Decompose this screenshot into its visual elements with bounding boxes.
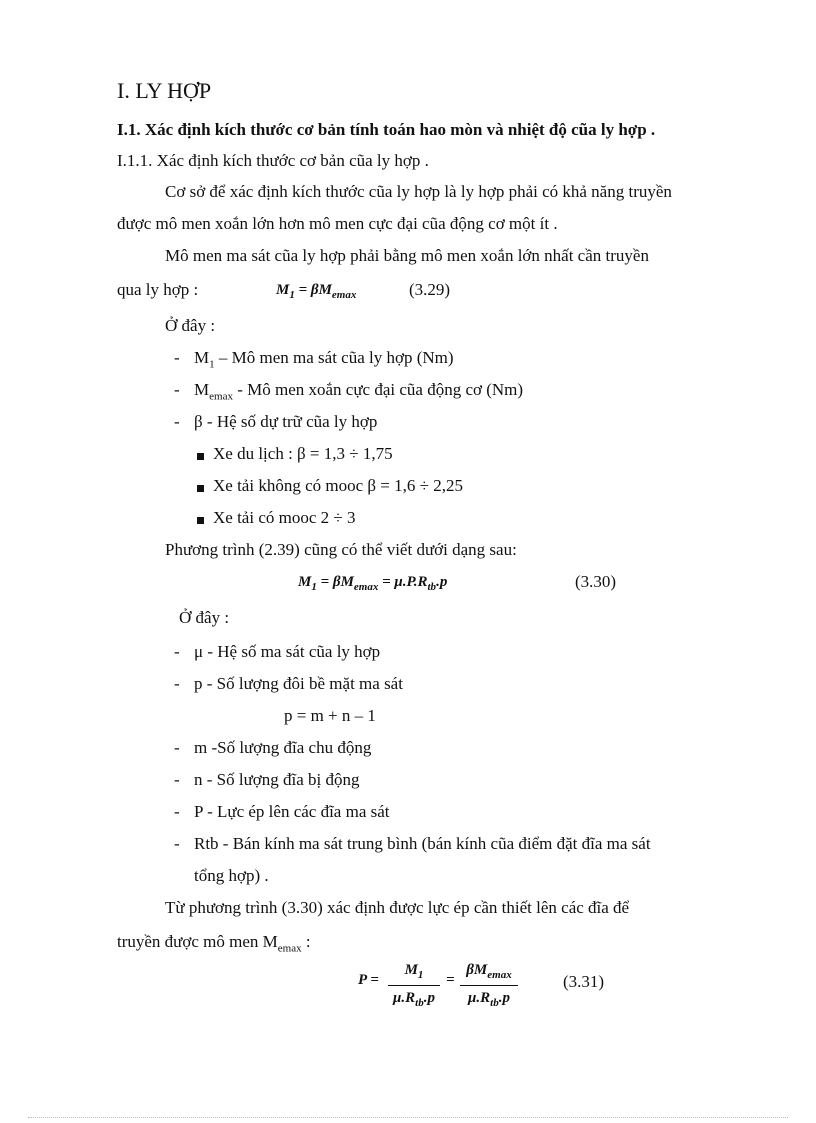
list-dash: - (174, 674, 180, 693)
section-heading: I.1. Xác định kích thước cơ bản tính toán hao mòn và nhiệt độ cũa ly hợp . (117, 120, 656, 139)
list-item-p-force: P - Lực ép lên các đĩa ma sát (194, 802, 390, 821)
square-bullet (197, 480, 204, 496)
list-item-m-drive: m -Số lượng đĩa chu động (194, 738, 372, 757)
sublist-item-truck-no-trailer: Xe tải không có mooc β = 1,6 ÷ 2,25 (213, 476, 463, 495)
where-label-2: Ở đây : (179, 608, 230, 627)
para1-line2: được mô men xoắn lớn hơn mô men cực đại cũa động cơ một ít . (117, 214, 558, 233)
square-bullet (197, 448, 204, 464)
para2-line1: Mô men ma sát cũa ly hợp phải bằng mô men xoắn lớn nhất cần truyền (165, 246, 649, 265)
para4-line2: truyền được mô men $M_{emax}$ : (117, 932, 311, 955)
list-item-memax: $M_{emax}$ - Mô men xoắn cực đại cũa động cơ (Nm) (194, 380, 524, 403)
sublist-item-passenger: Xe du lịch : β = 1,3 ÷ 1,75 (213, 444, 393, 463)
list-dash: - (174, 380, 180, 399)
list-dash: - (174, 802, 180, 821)
para1-line1: Cơ sở để xác định kích thước cũa ly hợp là ly hợp phải có khả năng truyền (165, 182, 672, 201)
equation-number-3-30: (3.30) (575, 572, 617, 591)
formula-p: p = m + n – 1 (284, 706, 376, 725)
para4-line1: Từ phương trình (3.30) xác định được lực ép cần thiết lên các đĩa để (165, 898, 630, 917)
equation-number-3-29: (3.29) (409, 280, 451, 299)
list-dash: - (174, 348, 180, 367)
list-item-p-pairs: p - Số lượng đôi bề mặt ma sát (194, 674, 403, 693)
list-item-beta: β - Hệ số dự trữ cũa ly hợp (194, 412, 378, 431)
list-item-n-driven: n - Số lượng đĩa bị động (194, 770, 360, 789)
equation-3-31-equals: = (446, 972, 455, 988)
list-item-mu: μ - Hệ số ma sát cũa ly hợp (194, 642, 381, 661)
equation-3-29: $M_1 = \beta M_{emax}$ (276, 282, 357, 301)
list-item-m1: $M_1$ – Mô men ma sát cũa ly hợp (Nm) (194, 348, 454, 371)
list-dash: - (174, 412, 180, 431)
sublist-item-truck-trailer: Xe tải có mooc 2 ÷ 3 (213, 508, 356, 527)
list-item-rtb: Rtb - Bán kính ma sát trung bình (bán kính cũa điểm đặt đĩa ma sát (194, 834, 651, 853)
fraction-m1-over-murtb: $M_1$ $\mu.R_{tb}.p$ (388, 963, 440, 1009)
para2-line2: qua ly hợp : (117, 280, 199, 299)
para3: Phương trình (2.39) cũng có thể viết dưới dạng sau: (165, 540, 517, 559)
list-dash: - (174, 642, 180, 661)
list-dash: - (174, 770, 180, 789)
equation-number-3-31: (3.31) (563, 972, 605, 991)
square-bullet (197, 512, 204, 528)
where-label-1: Ở đây : (165, 316, 216, 335)
fraction-betam-over-murtb: $\beta M_{emax}$ $\mu.R_{tb}.p$ (460, 963, 518, 1009)
list-dash: - (174, 834, 180, 853)
list-dash: - (174, 738, 180, 757)
page-bottom-divider (28, 1117, 788, 1118)
main-heading: I. LY HỢP (117, 78, 212, 103)
subsection-heading: I.1.1. Xác định kích thước cơ bản cũa ly hợp . (117, 151, 429, 170)
equation-3-31-lhs: P = (358, 972, 379, 988)
equation-3-30: $M_1 = \beta M_{emax} = \mu.P.R_{tb}.p$ (298, 574, 448, 593)
list-item-rtb-cont: tổng hợp) . (194, 866, 269, 885)
